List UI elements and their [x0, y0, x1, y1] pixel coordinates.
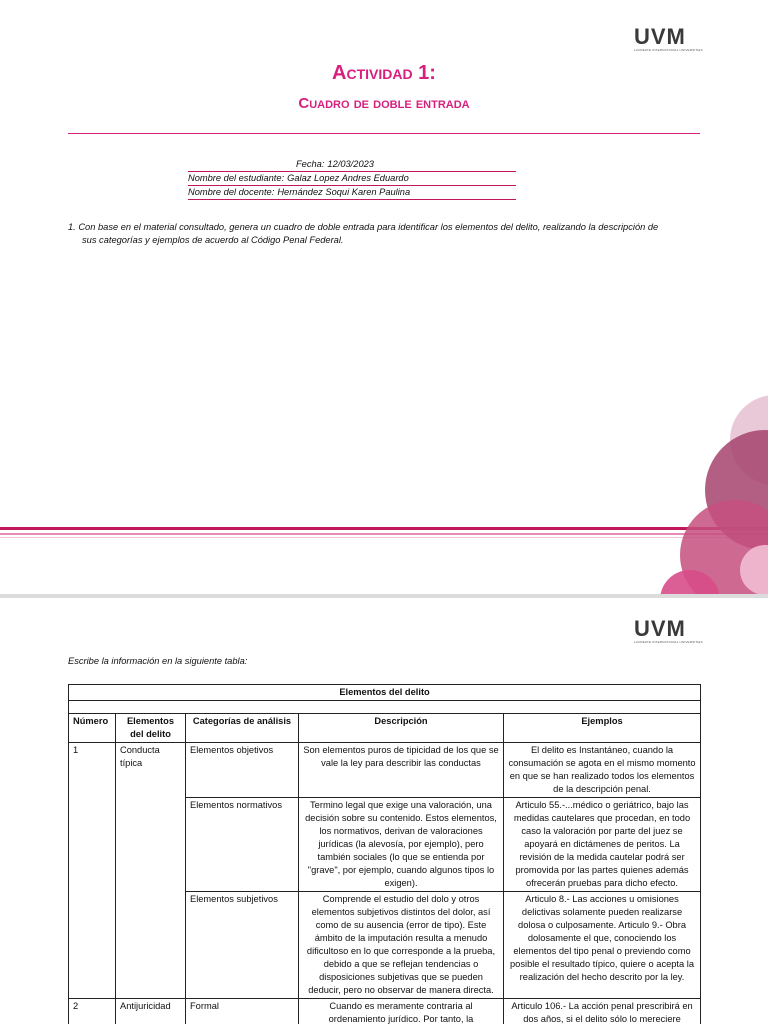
header-category: Categorías de análisis — [186, 714, 299, 743]
logo-subtitle: LAUREATE INTERNATIONAL UNIVERSITIES — [634, 640, 703, 644]
decorative-band — [0, 537, 768, 538]
uvm-logo — [634, 24, 703, 52]
cell-category: Formal — [186, 999, 299, 1024]
page-2 — [0, 598, 768, 1024]
date-row — [188, 158, 516, 172]
logo-subtitle: LAUREATE INTERNATIONAL UNIVERSITIES — [634, 48, 703, 52]
instruction-line-2: sus categorías y ejemplos de acuerdo al Código Penal Federal. — [82, 235, 344, 245]
cell-example: Articulo 106.- La acción penal prescribirá en dos años, si el delito sólo lo mereciere — [504, 999, 701, 1024]
table-row — [69, 999, 701, 1024]
header-number: Número — [69, 714, 116, 743]
cell-element: Conducta típica — [116, 743, 186, 999]
student-label: Nombre del estudiante: — [188, 173, 285, 183]
cell-element: Antijuricidad — [116, 999, 186, 1024]
table-title-row — [69, 685, 701, 701]
table-row — [69, 743, 701, 798]
cell-description: Son elementos puros de tipicidad de los que se vale la ley para describir las conductas — [299, 743, 504, 798]
cell-description: Termino legal que exige una valoración, una decisión sobre su contenido. Estos elementos, los normativos, derivan de valoraciones jurídicas (la alevosía, por ejemplo), pero también sociales (lo que se entienda por "grave", por ejemplo, cuando algunos tipos lo exigen). — [299, 798, 504, 892]
logo-text: UVM — [634, 24, 686, 49]
student-info — [188, 158, 516, 200]
table-header-row — [69, 714, 701, 743]
crime-elements-table — [68, 684, 701, 1024]
student-row — [188, 172, 516, 186]
logo-text: UVM — [634, 616, 686, 641]
header-element: Elementos del delito — [116, 714, 186, 743]
cell-number: 1 — [69, 743, 116, 999]
date-label: Fecha: — [296, 159, 325, 169]
table-intro: Escribe la información en la siguiente tabla: — [68, 656, 248, 666]
cell-example: El delito es Instantáneo, cuando la consumación se agota en el mismo momento en que se han realizado todos los elementos de la descripción penal. — [504, 743, 701, 798]
teacher-row — [188, 186, 516, 200]
cell-category: Elementos normativos — [186, 798, 299, 892]
cell-example: Articulo 55.-...médico o geriátrico, bajo las medidas cautelares que procedan, en todo caso la valoración por parte del juez se apoyará en dictámenes de peritos. La revisión de la medida cautelar podrá ser promovida por las partes quienes además ofrecerán pruebas para dicho efecto. — [504, 798, 701, 892]
cell-example: Articulo 8.- Las acciones u omisiones delictivas solamente pueden realizarse dolosa o culposamente. Articulo 9.- Obra dolosamente el que, conociendo los elementos del tipo penal o previendo como posible el resultado típico, quiere o acepta la realización del hecho descrito por la ley. — [504, 892, 701, 999]
title-divider — [68, 133, 700, 134]
cell-category: Elementos objetivos — [186, 743, 299, 798]
cell-number: 2 — [69, 999, 116, 1024]
header-examples: Ejemplos — [504, 714, 701, 743]
cell-description: Cuando es meramente contraria al ordenamiento jurídico. Por tanto, la — [299, 999, 504, 1024]
uvm-logo — [634, 616, 703, 644]
student-name: Galaz Lopez Andres Eduardo — [287, 173, 409, 183]
teacher-name: Hernández Soqui Karen Paulina — [277, 187, 411, 197]
decorative-band — [0, 527, 768, 530]
instruction-line-1: 1. Con base en el material consultado, genera un cuadro de doble entrada para identificar los elementos del delito, realizando la descripción de — [68, 222, 659, 232]
instruction — [68, 221, 698, 247]
date-value: 12/03/2023 — [327, 159, 374, 169]
teacher-label: Nombre del docente: — [188, 187, 275, 197]
cell-category: Elementos subjetivos — [186, 892, 299, 999]
table-title: Elementos del delito — [69, 685, 701, 701]
activity-subtitle: Cuadro de doble entrada — [298, 95, 470, 112]
header-description: Descripción — [299, 714, 504, 743]
table-spacer-row — [69, 701, 701, 714]
decorative-band — [0, 533, 768, 535]
activity-title: Actividad 1: — [332, 62, 436, 84]
cell-description: Comprende el estudio del dolo y otros elementos subjetivos distintos del dolor, así como de su ausencia (error de tipo). Este ámbito de la imputación resulta a menudo dificultoso en lo que corresponde a la prueba, debido a que se reflejan tendencias o disposiciones subjetivas que se pueden deducir, pero no observar de manera directa. — [299, 892, 504, 999]
